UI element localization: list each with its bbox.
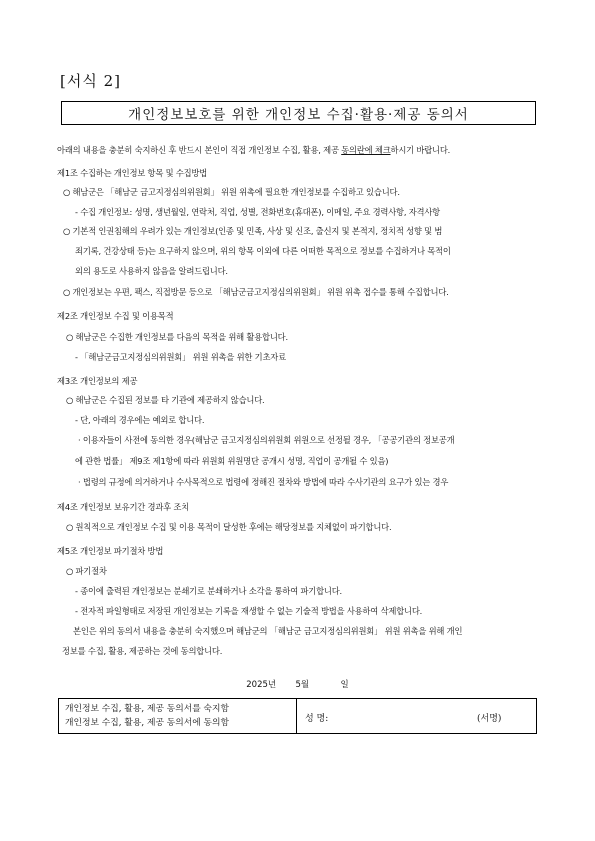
article-1-item-continued: 죄기록, 건강상태 등)는 요구하지 않으며, 위의 항목 이외에 다른 어떠한 목적으로 정보를 수집하거나 목적이 bbox=[75, 246, 451, 256]
article-5-subitem: - 종이에 출력된 개인정보는 분쇄기로 분쇄하거나 소각을 통하여 파기합니다. bbox=[75, 586, 342, 596]
article-3-bullet: · 이용자들이 사전에 동의한 경우(해남군 금고지정심의위원회 위원으로 선정될 경우, 「공공기관의 정보공개 bbox=[78, 435, 455, 445]
signature-cell[interactable] bbox=[297, 699, 536, 733]
date-year[interactable]: 2025년 bbox=[246, 680, 277, 690]
signature-label: (서명) bbox=[477, 714, 502, 724]
article-1-subitem: - 수집 개인정보: 성명, 생년월일, 연락처, 직업, 성별, 전화번호(휴대폰), 이메일, 주요 경력사항, 자격사항 bbox=[75, 207, 440, 217]
document-title-box bbox=[61, 101, 536, 125]
intro-text-before: 아래의 내용을 충분히 숙지하신 후 반드시 본인이 직접 개인정보 수집, 활용, 제공 bbox=[57, 145, 342, 155]
consent-statement: 본인은 위의 동의서 내용을 충분히 숙지했으며 해남군의 「해남군 금고지정심의위원회」 위원 위촉을 위해 개인 bbox=[73, 626, 463, 636]
article-3-heading: 제3조 개인정보의 제공 bbox=[57, 376, 138, 386]
name-label: 성 명: bbox=[305, 714, 329, 724]
intro-text-after: 하시기 바랍니다. bbox=[390, 145, 451, 155]
date-month[interactable]: 5월 bbox=[295, 680, 310, 690]
article-1-heading: 제1조 수집하는 개인정보 항목 및 수집방법 bbox=[57, 168, 208, 178]
date-day[interactable]: 일 bbox=[340, 680, 349, 690]
article-4-item: ○ 원칙적으로 개인정보 수집 및 이용 목적이 달성한 후에는 해당정보를 지체없이 파기합니다. bbox=[66, 522, 392, 532]
article-2-heading: 제2조 개인정보 수집 및 이용목적 bbox=[57, 311, 174, 321]
date-row bbox=[0, 678, 595, 690]
article-1-item: ○ 개인정보는 우편, 팩스, 직접방문 등으로 「해남군금고지정심의위원회」 위원 위촉 접수를 통해 수집합니다. bbox=[63, 287, 449, 297]
article-5-subitem: - 전자적 파일형태로 저장된 개인정보는 기록을 재생할 수 없는 기술적 방법을 사용하여 삭제합니다. bbox=[75, 606, 423, 616]
article-1-item: ○ 해남군은 「해남군 금고지정심의위원회」 위원 위촉에 필요한 개인정보를 수집하고 있습니다. bbox=[63, 187, 400, 197]
document-title: 개인정보보호를 위한 개인정보 수집·활용·제공 동의서 bbox=[128, 107, 469, 123]
intro-text bbox=[57, 144, 450, 156]
article-3-item: ○ 해남군은 수집된 정보를 타 기관에 제공하지 않습니다. bbox=[66, 395, 265, 405]
consent-row-agree[interactable]: 개인정보 수집, 활용, 제공 동의서에 동의함 bbox=[65, 718, 230, 728]
article-1-item-continued: 외의 용도로 사용하지 않음을 알려드립니다. bbox=[75, 266, 228, 276]
article-2-subitem: - 「해남군금고지정심의위원회」 위원 위촉을 위한 기초자료 bbox=[75, 352, 286, 362]
article-3-bullet-continued: 에 관한 법률」 제9조 제1항에 따라 위원회 위원명단 공개시 성명, 직업이 공개될 수 있음) bbox=[75, 456, 389, 466]
consent-row-read[interactable]: 개인정보 수집, 활용, 제공 동의서를 숙지함 bbox=[65, 704, 230, 714]
consent-confirmation-cell bbox=[59, 699, 297, 733]
article-5-heading: 제5조 개인정보 파기절차 방법 bbox=[57, 546, 164, 556]
form-label: [서식 2] bbox=[60, 72, 121, 90]
article-2-item: ○ 해남군은 수집한 개인정보를 다음의 목적을 위해 활용합니다. bbox=[66, 332, 288, 342]
intro-text-underlined: 동의란에 체크 bbox=[341, 145, 391, 155]
article-1-item: ○ 기본적 인권침해의 우려가 있는 개인정보(인종 및 민족, 사상 및 신조, 출신지 및 본적지, 정치적 성향 및 범 bbox=[63, 226, 443, 236]
signature-table bbox=[58, 698, 537, 734]
article-5-item: ○ 파기절차 bbox=[66, 566, 107, 576]
article-4-heading: 제4조 개인정보 보유기간 경과후 조치 bbox=[57, 502, 190, 512]
article-3-bullet: · 법령의 규정에 의거하거나 수사목적으로 법령에 정해진 절차와 방법에 따라 수사기관의 요구가 있는 경우 bbox=[78, 477, 449, 487]
consent-statement-continued: 정보를 수집, 활용, 제공하는 것에 동의합니다. bbox=[62, 646, 223, 656]
article-3-subitem: - 단, 아래의 경우에는 예외로 합니다. bbox=[75, 415, 205, 425]
